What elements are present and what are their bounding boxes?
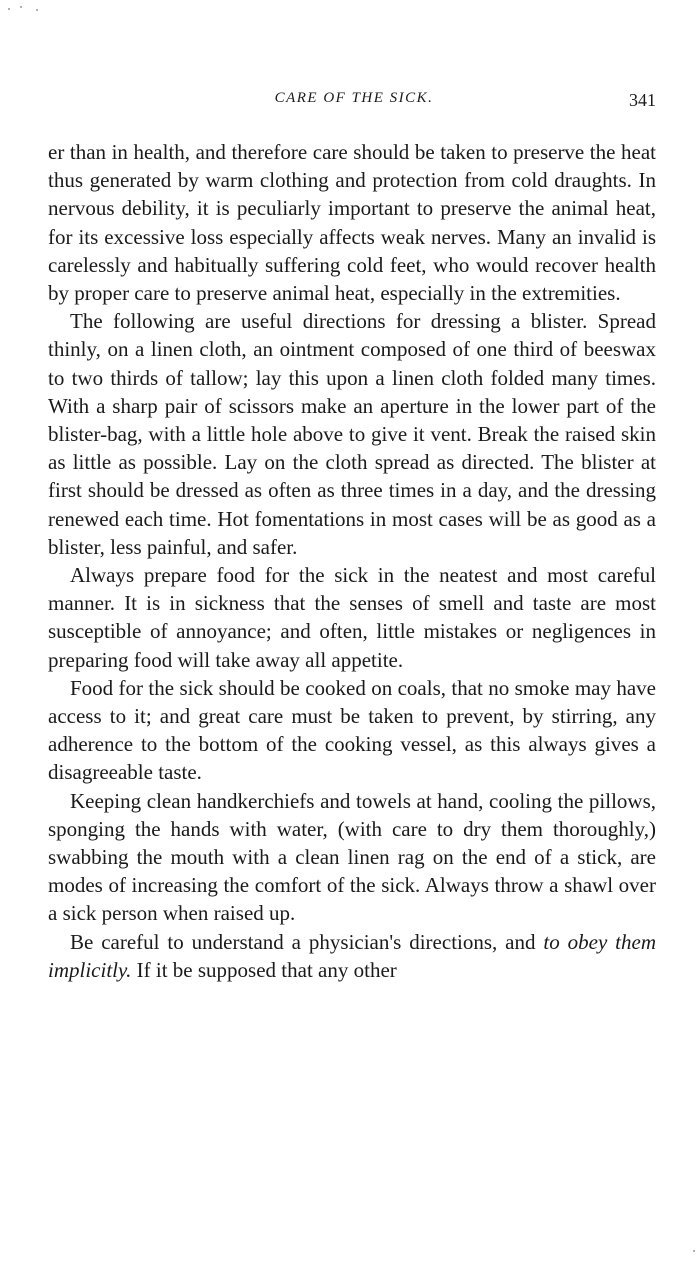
paragraph-comfort: Keeping clean handkerchiefs and towels at hand, cooling the pillows, sponging the hands with water, (with care to dry them thoroughly,) swabbing the mouth with a clean linen rag on the end of a stick, are modes of increasing the comfort of the sick. Always throw a shawl over a sick person when raised up.: [48, 788, 656, 926]
page-header: [52, 90, 656, 114]
paragraph-blister: The following are useful directions for dressing a blister. Spread thinly, on a linen cloth, an ointment composed of one third of beeswax to two thirds of tallow; lay this upon a linen cloth folded many times. With a sharp pair of scissors make an aperture in the lower part of the blister-bag, with a little hole above to give it vent. Break the raised skin as little as possible. Lay on the cloth spread as directed. The blister at first should be dressed as often as three times in a day, and the dressing renewed each time. Hot fomentations in most cases will be as good as a blister, less painful, and safer.: [48, 309, 656, 559]
margin-speck: [36, 9, 38, 11]
margin-speck: [8, 8, 10, 10]
paragraph-continued: er than in health, and therefore care should be taken to preserve the heat thus generated by warm clothing and protection from cold draughts. In nervous debility, it is peculiarly important to preserve the animal heat, for its excessive loss especially affects weak nerves. Many an invalid is carelessly and habitually suffering cold feet, who would recover health by proper care to preserve animal heat, especially in the extremities.: [48, 140, 656, 306]
paragraph-food-preparation: Always prepare food for the sick in the neatest and most careful manner. It is in sickness that the senses of smell and taste are most susceptible of annoyance; and often, little mistakes or negligences in preparing food will take away all appetite.: [48, 563, 656, 672]
paragraph-text: If it be supposed that any other: [131, 957, 397, 982]
body-text: [48, 138, 656, 984]
paragraph-physician: [48, 928, 656, 984]
running-head: CARE OF THE SICK.: [274, 90, 434, 106]
page-number: 341: [629, 90, 656, 110]
paragraph-text: Be careful to understand a physician's directions, and: [70, 929, 544, 954]
emphasis-text: to obey them implicitly.: [48, 929, 656, 982]
margin-speck: [693, 1250, 695, 1252]
paragraph-cooking: Food for the sick should be cooked on coals, that no smoke may have access to it; and great care must be taken to prevent, by stirring, any adherence to the bottom of the cooking vessel, as this always gives a disagreeable taste.: [48, 675, 656, 785]
margin-speck: [20, 6, 22, 8]
